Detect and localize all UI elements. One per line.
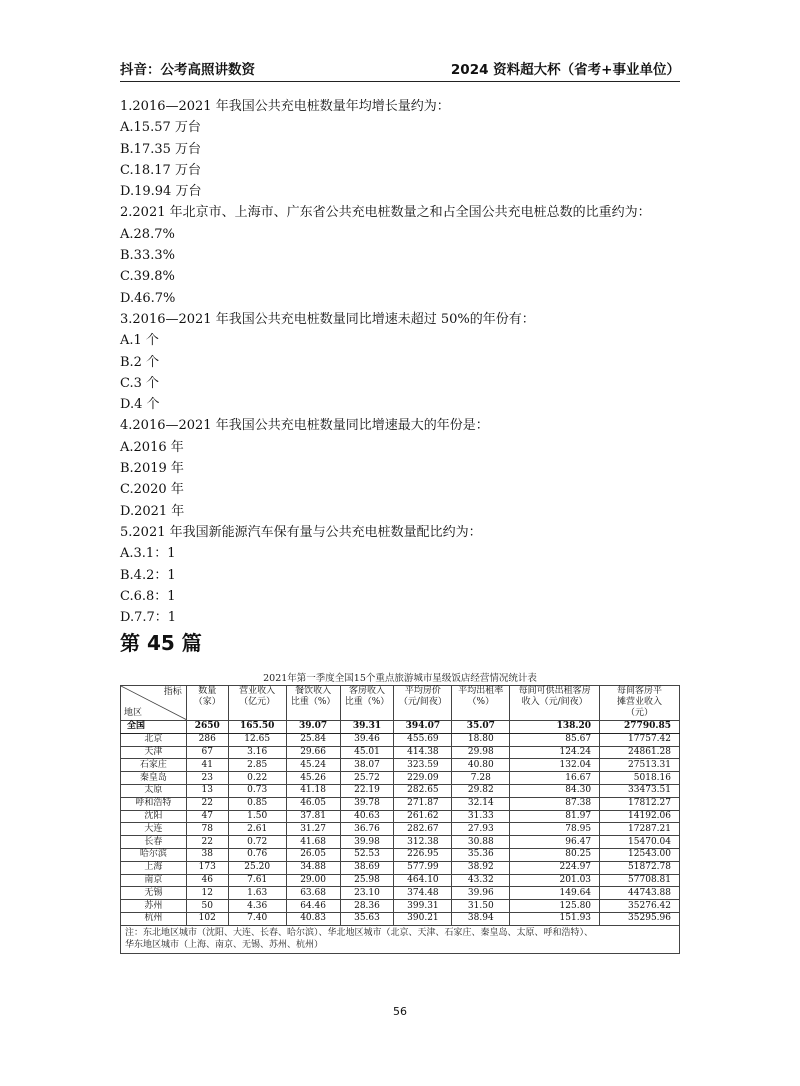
value-cell: 165.50 — [228, 721, 286, 734]
value-cell: 39.31 — [340, 721, 394, 734]
column-header: 平均出租率 （%） — [452, 686, 510, 721]
value-cell: 29.00 — [286, 874, 340, 887]
option: B.2019 年 — [120, 461, 184, 477]
value-cell: 25.98 — [340, 874, 394, 887]
value-cell: 35.07 — [452, 721, 510, 734]
value-cell: 39.96 — [452, 887, 510, 900]
value-cell: 17812.27 — [600, 797, 680, 810]
region-cell: 苏州 — [121, 900, 187, 913]
region-cell: 南京 — [121, 874, 187, 887]
value-cell: 18.80 — [452, 733, 510, 746]
value-cell: 455.69 — [394, 733, 452, 746]
table-row — [121, 836, 680, 849]
region-cell: 天津 — [121, 746, 187, 759]
value-cell: 0.76 — [228, 848, 286, 861]
value-cell: 87.38 — [510, 797, 600, 810]
value-cell: 224.97 — [510, 861, 600, 874]
corner-bottom-label: 地区 — [124, 708, 143, 718]
value-cell: 80.25 — [510, 848, 600, 861]
option: A.2016 年 — [120, 439, 184, 455]
value-cell: 149.64 — [510, 887, 600, 900]
value-cell: 16.67 — [510, 772, 600, 785]
value-cell: 394.07 — [394, 721, 452, 734]
value-cell: 39.98 — [340, 836, 394, 849]
value-cell: 45.01 — [340, 746, 394, 759]
value-cell: 96.47 — [510, 836, 600, 849]
option: D.7.7：1 — [120, 610, 177, 626]
value-cell: 17287.21 — [600, 823, 680, 836]
value-cell: 39.78 — [340, 797, 394, 810]
value-cell: 5018.16 — [600, 772, 680, 785]
value-cell: 374.48 — [394, 887, 452, 900]
value-cell: 12 — [186, 887, 228, 900]
corner-top-label: 指标 — [163, 687, 182, 697]
table-row — [121, 784, 680, 797]
option: D.46.7% — [120, 290, 176, 306]
value-cell: 44743.88 — [600, 887, 680, 900]
value-cell: 38 — [186, 848, 228, 861]
option: C.18.17 万台 — [120, 162, 201, 178]
option: D.19.94 万台 — [120, 184, 202, 200]
value-cell: 78 — [186, 823, 228, 836]
note-line: 华东地区城市（上海、南京、无锡、苏州、杭州） — [125, 939, 324, 950]
value-cell: 323.59 — [394, 759, 452, 772]
value-cell: 81.97 — [510, 810, 600, 823]
value-cell: 35.36 — [452, 848, 510, 861]
region-cell: 上海 — [121, 861, 187, 874]
value-cell: 23.10 — [340, 887, 394, 900]
value-cell: 229.09 — [394, 772, 452, 785]
value-cell: 7.40 — [228, 912, 286, 925]
value-cell: 138.20 — [510, 721, 600, 734]
value-cell: 14192.06 — [600, 810, 680, 823]
option: B.17.35 万台 — [120, 141, 202, 157]
question-stem: 2.2021 年北京市、上海市、广东省公共充电桩数量之和占全国公共充电桩总数的比重约为： — [120, 205, 651, 221]
value-cell: 22 — [186, 836, 228, 849]
region-cell: 秦皇岛 — [121, 772, 187, 785]
value-cell: 33473.51 — [600, 784, 680, 797]
value-cell: 38.69 — [340, 861, 394, 874]
table-title: 2021年第一季度全国15个重点旅游城市星级饭店经营情况统计表 — [263, 673, 537, 684]
value-cell: 12.65 — [228, 733, 286, 746]
value-cell: 464.10 — [394, 874, 452, 887]
region-cell: 无锡 — [121, 887, 187, 900]
table-row — [121, 772, 680, 785]
value-cell: 7.28 — [452, 772, 510, 785]
value-cell: 35.63 — [340, 912, 394, 925]
value-cell: 31.33 — [452, 810, 510, 823]
page-number: 56 — [393, 1005, 407, 1018]
value-cell: 271.87 — [394, 797, 452, 810]
value-cell: 64.46 — [286, 900, 340, 913]
value-cell: 399.31 — [394, 900, 452, 913]
region-cell: 全国 — [121, 721, 187, 734]
value-cell: 27790.85 — [600, 721, 680, 734]
table-row — [121, 810, 680, 823]
value-cell: 31.27 — [286, 823, 340, 836]
value-cell: 30.88 — [452, 836, 510, 849]
value-cell: 41.18 — [286, 784, 340, 797]
stats-table-wrapper — [120, 685, 680, 954]
question-stem: 4.2016—2021 年我国公共充电桩数量同比增速最大的年份是： — [120, 418, 489, 434]
region-cell: 哈尔滨 — [121, 848, 187, 861]
value-cell: 40.83 — [286, 912, 340, 925]
region-cell: 长春 — [121, 836, 187, 849]
value-cell: 7.61 — [228, 874, 286, 887]
value-cell: 22 — [186, 797, 228, 810]
table-row — [121, 797, 680, 810]
value-cell: 45.26 — [286, 772, 340, 785]
value-cell: 25.72 — [340, 772, 394, 785]
value-cell: 261.62 — [394, 810, 452, 823]
column-header: 每间客房平 摊营业收入 （元） — [600, 686, 680, 721]
value-cell: 41 — [186, 759, 228, 772]
value-cell: 24861.28 — [600, 746, 680, 759]
table-row — [121, 874, 680, 887]
value-cell: 78.95 — [510, 823, 600, 836]
value-cell: 577.99 — [394, 861, 452, 874]
option: C.2020 年 — [120, 482, 184, 498]
region-cell: 呼和浩特 — [121, 797, 187, 810]
value-cell: 40.63 — [340, 810, 394, 823]
table-row — [121, 823, 680, 836]
value-cell: 34.88 — [286, 861, 340, 874]
option: A.1 个 — [120, 333, 159, 349]
value-cell: 0.72 — [228, 836, 286, 849]
value-cell: 282.65 — [394, 784, 452, 797]
value-cell: 40.80 — [452, 759, 510, 772]
value-cell: 22.19 — [340, 784, 394, 797]
value-cell: 17757.42 — [600, 733, 680, 746]
value-cell: 132.04 — [510, 759, 600, 772]
value-cell: 25.84 — [286, 733, 340, 746]
value-cell: 27513.31 — [600, 759, 680, 772]
value-cell: 0.85 — [228, 797, 286, 810]
table-row — [121, 900, 680, 913]
option: B.2 个 — [120, 354, 160, 370]
table-row — [121, 861, 680, 874]
value-cell: 414.38 — [394, 746, 452, 759]
value-cell: 50 — [186, 900, 228, 913]
stats-table — [120, 685, 680, 926]
region-cell: 北京 — [121, 733, 187, 746]
value-cell: 47 — [186, 810, 228, 823]
header-left-text: 抖音：公考高照讲数资 — [120, 62, 255, 78]
value-cell: 46 — [186, 874, 228, 887]
value-cell: 0.22 — [228, 772, 286, 785]
value-cell: 32.14 — [452, 797, 510, 810]
value-cell: 151.93 — [510, 912, 600, 925]
option: C.3 个 — [120, 375, 160, 391]
value-cell: 35295.96 — [600, 912, 680, 925]
table-note — [120, 926, 680, 954]
option: D.2021 年 — [120, 503, 185, 519]
value-cell: 37.81 — [286, 810, 340, 823]
column-header: 客房收入 比重（%） — [340, 686, 394, 721]
region-cell: 大连 — [121, 823, 187, 836]
value-cell: 15470.04 — [600, 836, 680, 849]
note-line: 注：东北地区城市（沈阳、大连、长春、哈尔滨）、华北地区城市（北京、天津、石家庄、秦皇岛、太原、呼和浩特）、 — [125, 927, 594, 938]
value-cell: 102 — [186, 912, 228, 925]
value-cell: 31.50 — [452, 900, 510, 913]
value-cell: 390.21 — [394, 912, 452, 925]
value-cell: 0.73 — [228, 784, 286, 797]
header-right-text: 2024 资料超大杯（省考+事业单位） — [450, 62, 680, 78]
value-cell: 12543.00 — [600, 848, 680, 861]
value-cell: 51872.78 — [600, 861, 680, 874]
value-cell: 39.46 — [340, 733, 394, 746]
value-cell: 1.63 — [228, 887, 286, 900]
option: B.33.3% — [120, 248, 175, 264]
value-cell: 2.85 — [228, 759, 286, 772]
section-title: 第 45 篇 — [120, 631, 202, 655]
table-row — [121, 733, 680, 746]
table-body — [121, 721, 680, 926]
table-corner-header — [121, 686, 187, 721]
value-cell: 2650 — [186, 721, 228, 734]
value-cell: 4.36 — [228, 900, 286, 913]
region-cell: 杭州 — [121, 912, 187, 925]
value-cell: 67 — [186, 746, 228, 759]
value-cell: 29.66 — [286, 746, 340, 759]
value-cell: 29.98 — [452, 746, 510, 759]
table-row — [121, 759, 680, 772]
value-cell: 286 — [186, 733, 228, 746]
value-cell: 36.76 — [340, 823, 394, 836]
option: A.28.7% — [120, 226, 175, 242]
option: D.4 个 — [120, 397, 160, 413]
region-cell: 沈阳 — [121, 810, 187, 823]
column-header: 数量 （家） — [186, 686, 228, 721]
value-cell: 35276.42 — [600, 900, 680, 913]
value-cell: 41.68 — [286, 836, 340, 849]
value-cell: 23 — [186, 772, 228, 785]
value-cell: 1.50 — [228, 810, 286, 823]
column-header: 平均房价 （元/间夜） — [394, 686, 452, 721]
option: A.3.1：1 — [120, 546, 176, 562]
header-rule — [120, 81, 680, 82]
value-cell: 27.93 — [452, 823, 510, 836]
table-row-total — [121, 721, 680, 734]
value-cell: 124.24 — [510, 746, 600, 759]
table-row — [121, 887, 680, 900]
value-cell: 29.82 — [452, 784, 510, 797]
value-cell: 39.07 — [286, 721, 340, 734]
option: C.6.8：1 — [120, 588, 176, 604]
value-cell: 312.38 — [394, 836, 452, 849]
value-cell: 38.92 — [452, 861, 510, 874]
value-cell: 125.80 — [510, 900, 600, 913]
column-header: 每间可供出租客房 收入（元/间夜） — [510, 686, 600, 721]
value-cell: 38.07 — [340, 759, 394, 772]
value-cell: 43.32 — [452, 874, 510, 887]
table-row — [121, 746, 680, 759]
question-stem: 3.2016—2021 年我国公共充电桩数量同比增速未超过 50%的年份有： — [120, 311, 535, 327]
value-cell: 173 — [186, 861, 228, 874]
value-cell: 46.05 — [286, 797, 340, 810]
column-header: 营业收入 （亿元） — [228, 686, 286, 721]
region-cell: 石家庄 — [121, 759, 187, 772]
value-cell: 226.95 — [394, 848, 452, 861]
value-cell: 57708.81 — [600, 874, 680, 887]
value-cell: 2.61 — [228, 823, 286, 836]
table-row — [121, 848, 680, 861]
value-cell: 85.67 — [510, 733, 600, 746]
question-stem: 1.2016—2021 年我国公共充电桩数量年均增长量约为： — [120, 99, 450, 114]
question-list — [120, 96, 680, 628]
value-cell: 63.68 — [286, 887, 340, 900]
option: B.4.2：1 — [120, 567, 176, 583]
page-header — [120, 50, 680, 78]
option: A.15.57 万台 — [120, 120, 201, 136]
value-cell: 201.03 — [510, 874, 600, 887]
value-cell: 3.16 — [228, 746, 286, 759]
value-cell: 45.24 — [286, 759, 340, 772]
region-cell: 太原 — [121, 784, 187, 797]
value-cell: 84.30 — [510, 784, 600, 797]
question-stem: 5.2021 年我国新能源汽车保有量与公共充电桩数量配比约为： — [120, 524, 482, 540]
value-cell: 52.53 — [340, 848, 394, 861]
value-cell: 25.20 — [228, 861, 286, 874]
value-cell: 26.05 — [286, 848, 340, 861]
table-row — [121, 912, 680, 925]
value-cell: 282.67 — [394, 823, 452, 836]
option: C.39.8% — [120, 269, 175, 285]
value-cell: 13 — [186, 784, 228, 797]
value-cell: 28.36 — [340, 900, 394, 913]
value-cell: 38.94 — [452, 912, 510, 925]
column-header: 餐饮收入 比重（%） — [286, 686, 340, 721]
